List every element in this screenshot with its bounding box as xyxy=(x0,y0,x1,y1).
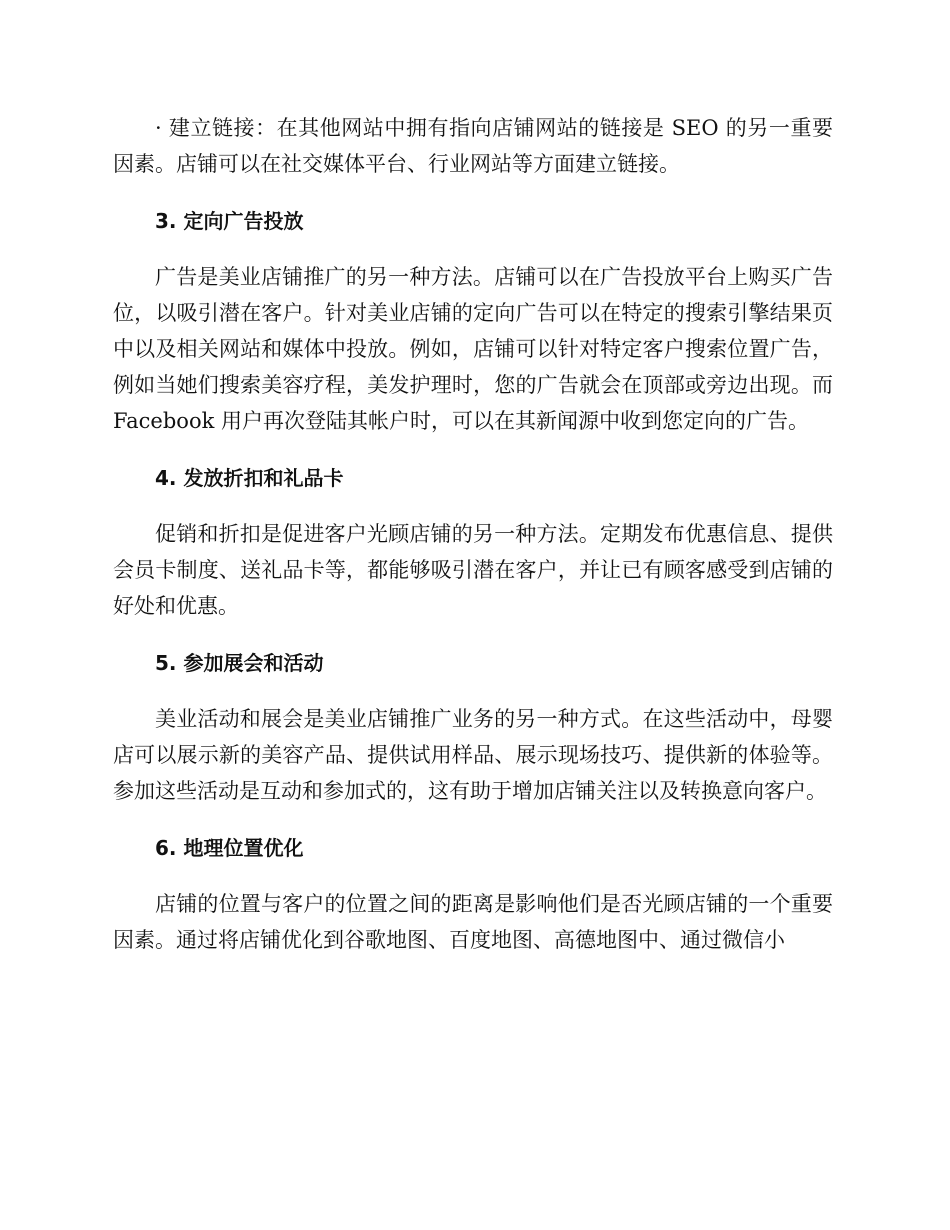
spacer xyxy=(113,496,833,516)
spacer xyxy=(113,239,833,259)
spacer xyxy=(113,681,833,701)
section-heading-location-optimization: 6. 地理位置优化 xyxy=(155,836,304,860)
section-body-exhibitions-events: 美业活动和展会是美业店铺推广业务的另一种方式。在这些活动中，母婴店可以展示新的美容产品、提供试用样品、展示现场技巧、提供新的体验等。参加这些活动是互动和参加式的，这有助于增加店铺关注以及转换意向客户。 xyxy=(113,707,833,803)
section-body-discounts-gift-cards: 促销和折扣是促进客户光顾店铺的另一种方法。定期发布优惠信息、提供会员卡制度、送礼品卡等，都能够吸引潜在客户，并让已有顾客感受到店铺的好处和优惠。 xyxy=(113,522,833,618)
section-body-targeted-ads: 广告是美业店铺推广的另一种方法。店铺可以在广告投放平台上购买广告位，以吸引潜在客户。针对美业店铺的定向广告可以在特定的搜索引擎结果页中以及相关网站和媒体中投放。例如，店铺可以针对特定客户搜索位置广告，例如当她们搜索美容疗程，美发护理时，您的广告就会在顶部或旁边出现。而 Facebook 用户再次登陆其帐户时，可以在其新闻源中收到您定向的广告。 xyxy=(113,265,833,433)
spacer xyxy=(113,624,833,645)
spacer xyxy=(113,439,833,460)
section-heading-discounts-gift-cards: 4. 发放折扣和礼品卡 xyxy=(155,466,344,490)
spacer xyxy=(113,809,833,830)
section-body-location-optimization: 店铺的位置与客户的位置之间的距离是影响他们是否光顾店铺的一个重要因素。通过将店铺优化到谷歌地图、百度地图、高德地图中、通过微信小 xyxy=(113,892,833,952)
spacer xyxy=(113,182,833,203)
document-content xyxy=(113,110,833,958)
bullet-paragraph-build-links: · 建立链接：在其他网站中拥有指向店铺网站的链接是 SEO 的另一重要因素。店铺可以在社交媒体平台、行业网站等方面建立链接。 xyxy=(113,116,833,176)
section-heading-targeted-ads: 3. 定向广告投放 xyxy=(155,209,304,233)
spacer xyxy=(113,866,833,886)
section-heading-exhibitions-events: 5. 参加展会和活动 xyxy=(155,651,324,675)
